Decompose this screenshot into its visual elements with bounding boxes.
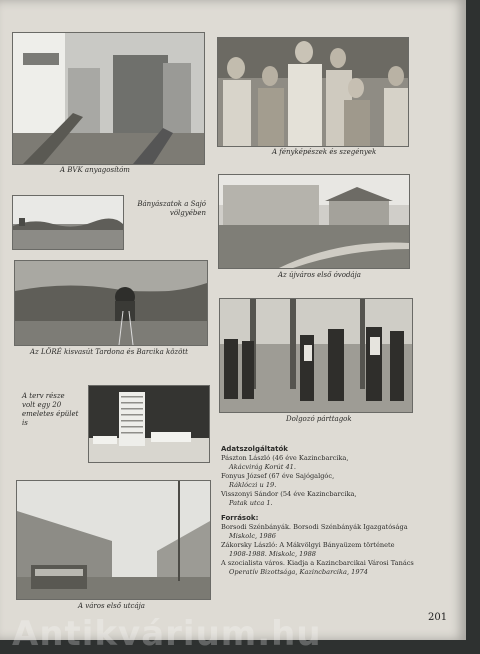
page-number: 201 (428, 612, 448, 623)
informant-1-address: Akácvirág Korút 41. (229, 463, 296, 471)
source-1: Borsodi Szénbányák. Borsodi Szénbányák Igazgatósága (221, 523, 408, 531)
caption-photo-7: A terv része volt egy 20 emeletes épület is (22, 392, 79, 427)
watermark-text: Antikvárium.hu (12, 614, 322, 654)
photo-highrise-model (88, 385, 210, 463)
sources-heading: Források: (221, 514, 259, 522)
photo-industrial-building (12, 32, 205, 165)
source-3-cont: Operatív Bizottsága, Kazincbarcika, 1974 (229, 568, 368, 576)
source-3: A szocialista város. Kiadja a Kazincbarcikai Városi Tanács (221, 559, 414, 567)
photo-workers (219, 298, 413, 413)
caption-photo-1: A BVK anyagosítóm (60, 166, 130, 174)
photo-first-street (16, 480, 211, 600)
informant-2-address: Ráklóczi u 19. (229, 481, 277, 489)
source-2-cont: 1908-1988. Miskolc, 1988 (229, 550, 316, 558)
informant-2: Fonyus József (67 éve Sajógalgóc, (221, 472, 335, 480)
caption-photo-4: Az újváros első óvodája (278, 271, 361, 279)
caption-photo-3: Bányászatok a Sajó völgyében (137, 200, 206, 217)
photo-sajo-valley (12, 195, 124, 250)
sources-block (221, 445, 421, 577)
caption-photo-8: A város első utcája (78, 602, 145, 610)
caption-photo-5: Az LÖRÉ kisvasút Tardona és Barcika között (30, 348, 188, 356)
source-2: Zákorsky László: A Mákvölgyi Bányaüzem története (221, 541, 395, 549)
informant-1: Pászton László (46 éve Kazincbarcika, (221, 454, 349, 462)
photo-kindergarten (218, 174, 410, 269)
caption-photo-6: Dolgozó párttagok (286, 415, 352, 423)
informant-3: Visszonyi Sándor (54 éve Kazincbarcika, (221, 490, 357, 498)
informant-3-address: Patak utca 1. (229, 499, 273, 507)
photo-railway (14, 260, 208, 346)
photo-young-people (217, 37, 409, 147)
caption-photo-2: A fényképészek és szegények (272, 148, 377, 156)
source-1-cont: Miskolc, 1986 (229, 532, 276, 540)
informants-heading: Adatszolgáltatók (221, 445, 288, 453)
